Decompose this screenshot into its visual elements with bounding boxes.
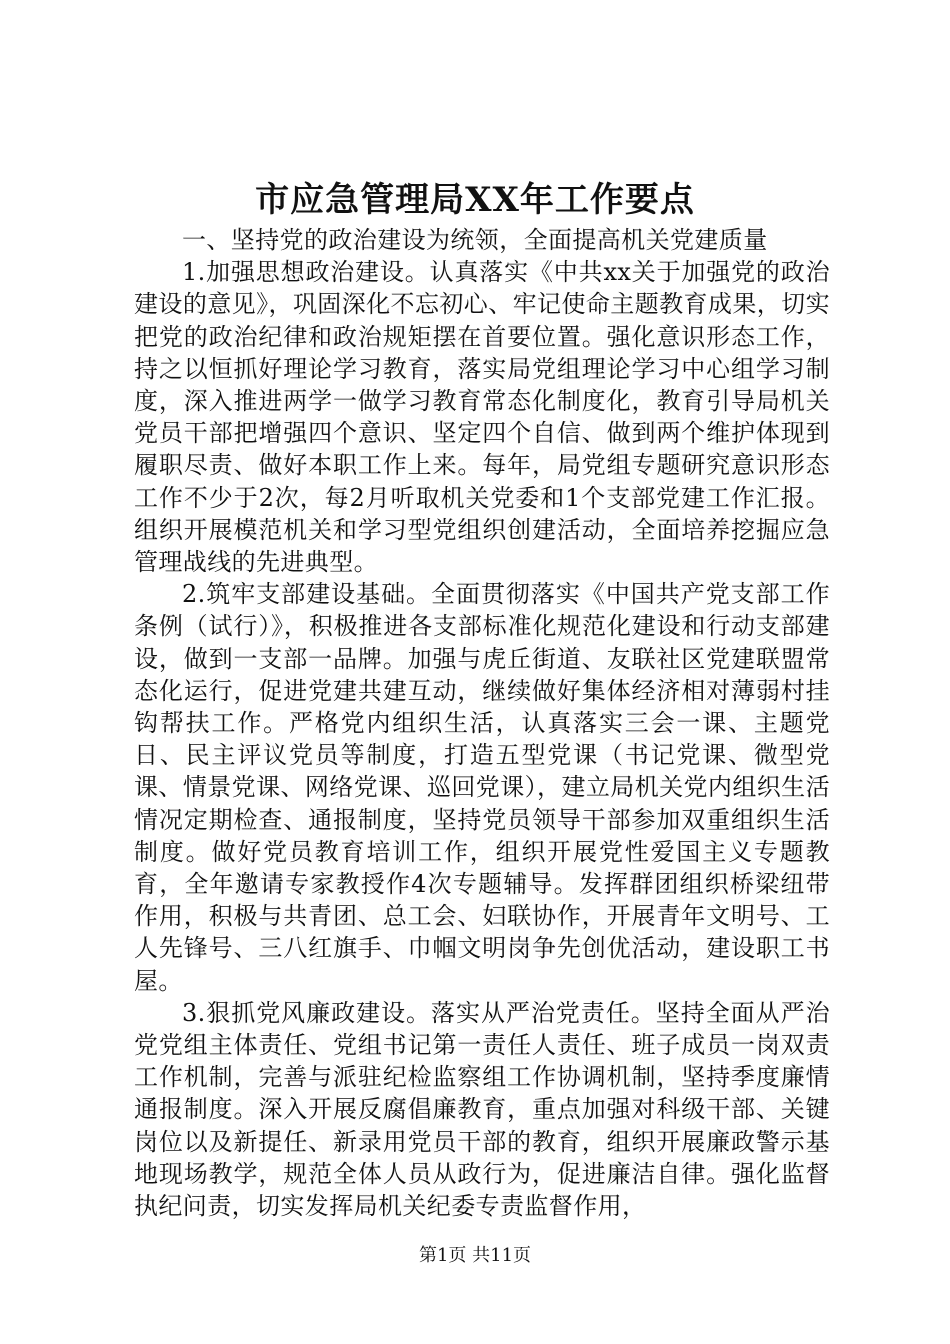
paragraph-3: 3.狠抓党风廉政建设。落实从严治党责任。坚持全面从严治党党组主体责任、党组书记第一责任人责任、班子成员一岗双责工作机制，完善与派驻纪检监察组工作协调机制，坚持季度廉情通报制度。深入开展反腐倡廉教育，重点加强对科级干部、关键岗位以及新提任、新录用党员干部的教育，组织开展廉政警示基地现场教学，规范全体人员从政行为，促进廉洁自律。强化监督执纪问责，切实发挥局机关纪委专责监督作用， [134, 998, 830, 1221]
paragraph-2: 2.筑牢支部建设基础。全面贯彻落实《中国共产党支部工作条例（试行）》，积极推进各支部标准化规范化建设和行动支部建设，做到一支部一品牌。加强与虎丘街道、友联社区党建联盟常态化运行，促进党建共建互动，继续做好集体经济相对薄弱村挂钩帮扶工作。严格党内组织生活，认真落实三会一课、主题党日、民主评议党员等制度，打造五型党课（书记党课、微型党课、情景党课、网络党课、巡回党课），建立局机关党内组织生活情况定期检查、通报制度，坚持党员领导干部参加双重组织生活制度。做好党员教育培训工作，组织开展党性爱国主义专题教育，全年邀请专家教授作4次专题辅导。发挥群团组织桥梁纽带作用，积极与共青团、总工会、妇联协作，开展青年文明号、工人先锋号、三八红旗手、巾帼文明岗争先创优活动，建设职工书屋。 [134, 580, 830, 995]
page-footer: 第1页 共11页 [418, 1245, 532, 1266]
document-title: 市应急管理局XX年工作要点 [255, 180, 695, 220]
document-body [134, 224, 830, 1222]
paragraph-1: 1.加强思想政治建设。认真落实《中共xx关于加强党的政治建设的意见》，巩固深化不忘初心、牢记使命主题教育成果，切实把党的政治纪律和政治规矩摆在首要位置。强化意识形态工作，持之以恒抓好理论学习教育，落实局党组理论学习中心组学习制度，深入推进两学一做学习教育常态化制度化，教育引导局机关党员干部把增强四个意识、坚定四个自信、做到两个维护体现到履职尽责、做好本职工作上来。每年，局党组专题研究意识形态工作不少于2次，每2月听取机关党委和1个支部党建工作汇报。组织开展模范机关和学习型党组织创建活动，全面培养挖掘应急管理战线的先进典型。 [134, 258, 830, 577]
section-heading: 一、坚持党的政治建设为统领，全面提高机关党建质量 [182, 226, 768, 254]
